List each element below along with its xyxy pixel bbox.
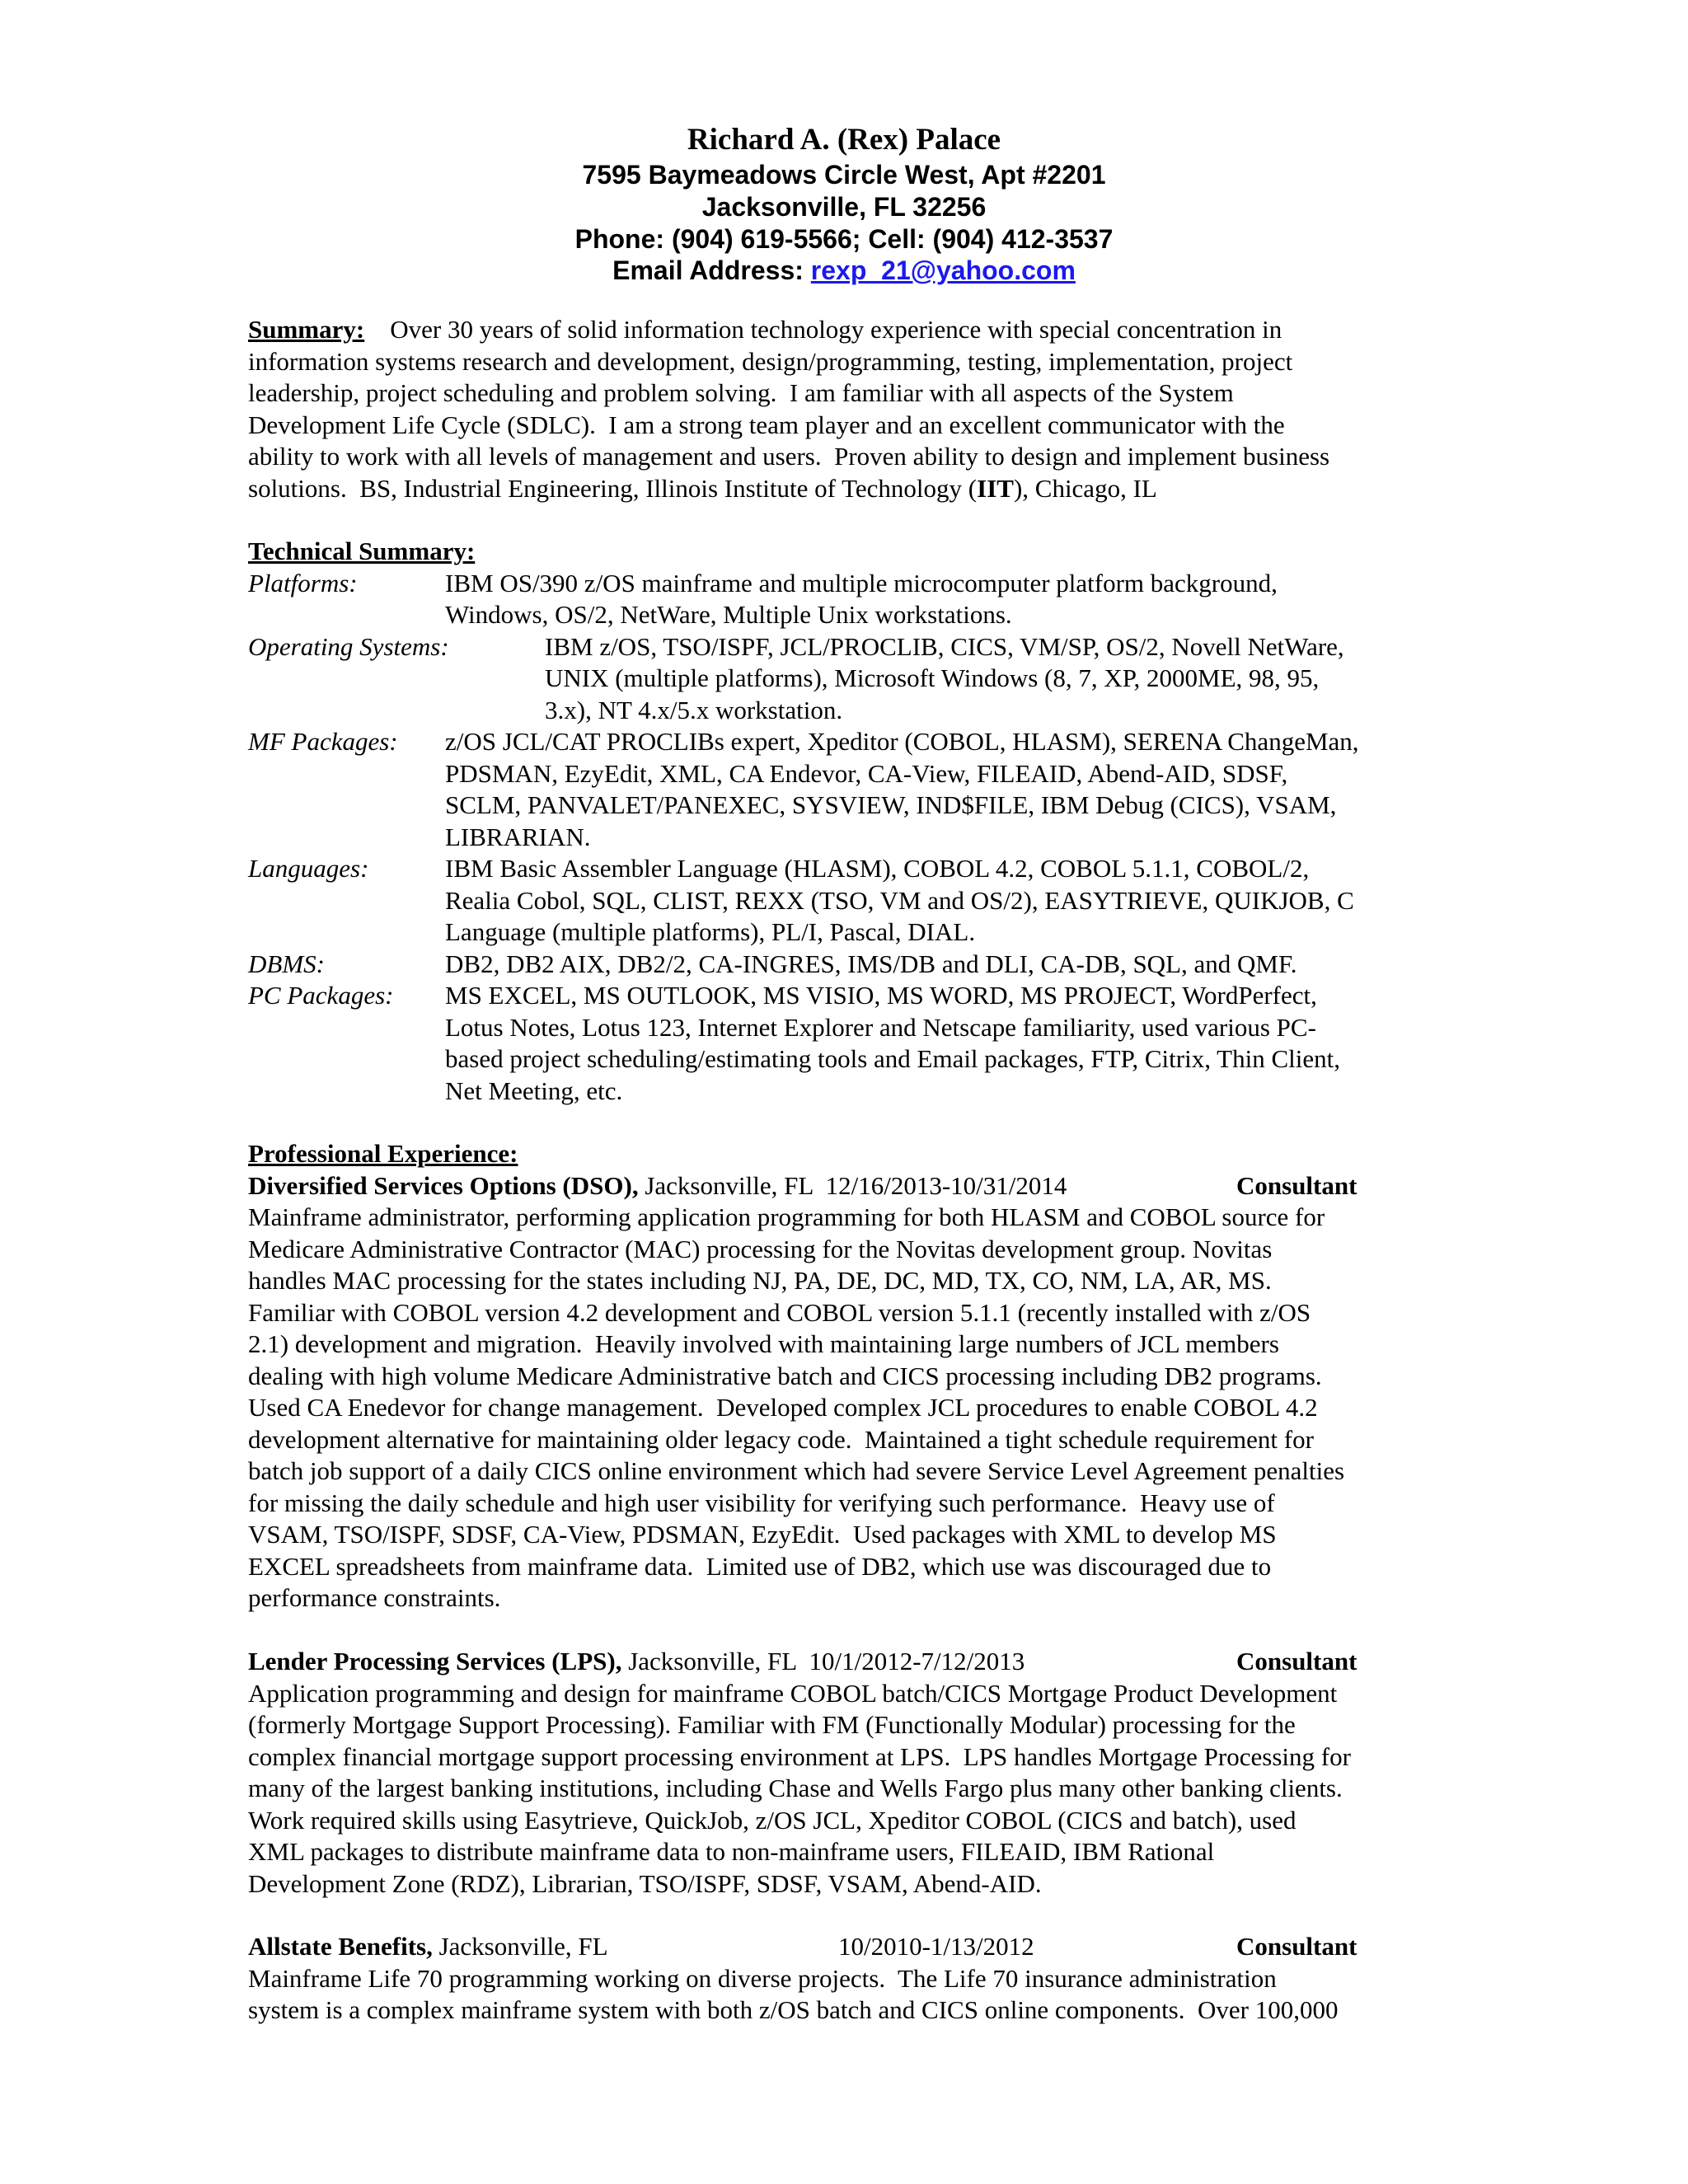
job-header-allstate [248, 1931, 608, 1963]
phone-line: Phone: (904) 619-5566; Cell: (904) 412-3537 [574, 224, 1114, 254]
job-description-line: performance constraints. [248, 1583, 501, 1612]
summary-line-5: ability to work with all levels of management and users. Proven ability to design and implement business [248, 442, 1330, 471]
job-description-line: Development Zone (RDZ), Librarian, TSO/ISPF, SDSF, VSAM, Abend-AID. [248, 1868, 1042, 1898]
pc-packages-line: Net Meeting, etc. [445, 1076, 623, 1105]
company-name: Lender Processing Services (LPS), [248, 1647, 622, 1675]
mf-packages-label: MF Packages: [248, 727, 398, 756]
platforms-line: IBM OS/390 z/OS mainframe and multiple microcomputer platform background, [445, 568, 1278, 598]
job-title: Consultant [1236, 1932, 1357, 1961]
job-description-line: complex financial mortgage support processing environment at LPS. LPS handles Mortgage Processing for [248, 1741, 1351, 1771]
job-dates: 10/1/2012-7/12/2013 [809, 1647, 1025, 1675]
languages-line: Realia Cobol, SQL, CLIST, REXX (TSO, VM and OS/2), EASYTRIEVE, QUIKJOB, C [445, 885, 1354, 915]
job-dates: 12/16/2013-10/31/2014 [825, 1170, 1067, 1200]
dbms-line: DB2, DB2 AIX, DB2/2, CA-INGRES, IMS/DB and DLI, CA-DB, SQL, and QMF. [445, 949, 1297, 978]
job-location: Jacksonville, FL [621, 1647, 796, 1675]
summary-line-1: Summary: Over 30 years of solid information technology experience with special concentration in [248, 315, 1282, 344]
pc-packages-label: PC Packages: [248, 981, 394, 1010]
job-location: Jacksonville, FL [432, 1932, 608, 1961]
mf-packages-line: z/OS JCL/CAT PROCLIBs expert, Xpeditor (COBOL, HLASM), SERENA ChangeMan, [445, 727, 1359, 756]
pc-packages-line: Lotus Notes, Lotus 123, Internet Explorer and Netscape familiarity, used various PC- [445, 1012, 1316, 1042]
mf-packages-line: SCLM, PANVALET/PANEXEC, SYSVIEW, IND$FILE, IBM Debug (CICS), VSAM, [445, 790, 1337, 819]
platforms-line: Windows, OS/2, NetWare, Multiple Unix workstations. [445, 600, 1012, 629]
company-name: Allstate Benefits, [248, 1932, 433, 1961]
mf-packages-line: LIBRARIAN. [445, 822, 591, 851]
resume-name: Richard A. (Rex) Palace [687, 123, 1001, 157]
job-dates: 10/2010-1/13/2012 [838, 1932, 1034, 1961]
job-header-lps [248, 1646, 1025, 1678]
operating-systems-line: UNIX (multiple platforms), Microsoft Windows (8, 7, XP, 2000ME, 98, 95, [545, 663, 1320, 692]
job-description-line: Mainframe Life 70 programming working on diverse projects. The Life 70 insurance administration [248, 1963, 1277, 1993]
mf-packages-line: PDSMAN, EzyEdit, XML, CA Endevor, CA-View, FILEAID, Abend-AID, SDSF, [445, 758, 1288, 788]
address-line-2: Jacksonville, FL 32256 [701, 192, 987, 222]
job-description-line: Work required skills using Easytrieve, QuickJob, z/OS JCL, Xpeditor COBOL (CICS and batch), used [248, 1805, 1296, 1835]
email-label: Email Address: [612, 255, 811, 285]
job-description-line: system is a complex mainframe system with both z/OS batch and CICS online components. Over 100,000 [248, 1995, 1339, 2024]
job-description-line: Medicare Administrative Contractor (MAC) processing for the Novitas development group. Novitas [248, 1234, 1273, 1263]
job-description-line: (formerly Mortgage Support Processing). Familiar with FM (Functionally Modular) processing for the [248, 1710, 1296, 1739]
iit-abbrev: IIT [977, 473, 1014, 503]
job-description-line: VSAM, TSO/ISPF, SDSF, CA-View, PDSMAN, EzyEdit. Used packages with XML to develop MS [248, 1520, 1277, 1549]
email-link[interactable]: rexp_21@yahoo.com [810, 255, 1076, 285]
dbms-label: DBMS: [248, 949, 325, 978]
job-description-line: batch job support of a daily CICS online environment which had severe Service Level Agreement penalties [248, 1456, 1345, 1485]
job-description-line: dealing with high volume Medicare Administrative batch and CICS processing including DB2 programs. [248, 1361, 1322, 1390]
technical-summary-heading: Technical Summary: [248, 537, 476, 565]
email-line [0, 255, 1688, 287]
job-description-line: many of the largest banking institutions, including Chase and Wells Fargo plus many other banking clients. [248, 1774, 1343, 1802]
job-description-line: development alternative for maintaining older legacy code. Maintained a tight schedule requirement for [248, 1424, 1314, 1454]
summary-line-6: solutions. BS, Industrial Engineering, Illinois Institute of Technology (IIT), Chicago, IL [248, 473, 1157, 503]
summary-line-3: leadership, project scheduling and problem solving. I am familiar with all aspects of the System [248, 378, 1234, 407]
job-title: Consultant [1236, 1647, 1357, 1675]
languages-label: Languages: [248, 854, 369, 883]
job-description-line: Used CA Enedevor for change management. Developed complex JCL procedures to enable COBOL 4.2 [248, 1393, 1318, 1422]
address-line-1: 7595 Baymeadows Circle West, Apt #2201 [582, 160, 1106, 190]
job-description-line: Application programming and design for mainframe COBOL batch/CICS Mortgage Product Development [248, 1678, 1338, 1708]
job-location: Jacksonville, FL [638, 1170, 814, 1200]
summary-line-4: Development Life Cycle (SDLC). I am a strong team player and an excellent communicator with the [248, 410, 1285, 439]
operating-systems-line: 3.x), NT 4.x/5.x workstation. [545, 695, 843, 724]
job-description-line: for missing the daily schedule and high user visibility for verifying such performance. Heavy use of [248, 1488, 1275, 1517]
company-name: Diversified Services Options (DSO), [248, 1170, 639, 1200]
pc-packages-line: based project scheduling/estimating tools and Email packages, FTP, Citrix, Thin Client, [445, 1044, 1340, 1073]
operating-systems-label: Operating Systems: [248, 631, 449, 661]
platforms-label: Platforms: [248, 568, 358, 598]
summary-line-2: information systems research and development, design/programming, testing, implementation, project [248, 346, 1293, 376]
languages-line: IBM Basic Assembler Language (HLASM), COBOL 4.2, COBOL 5.1.1, COBOL/2, [445, 854, 1310, 883]
job-description-line: Familiar with COBOL version 4.2 development and COBOL version 5.1.1 (recently installed with z/OS [248, 1297, 1311, 1327]
summary-heading: Summary: [248, 315, 365, 344]
job-description-line: 2.1) development and migration. Heavily involved with maintaining large numbers of JCL members [248, 1329, 1279, 1358]
languages-line: Language (multiple platforms), PL/I, Pascal, DIAL. [445, 917, 976, 946]
job-title: Consultant [1236, 1170, 1357, 1200]
job-description-line: handles MAC processing for the states including NJ, PA, DE, DC, MD, TX, CO, NM, LA, AR, MS. [248, 1266, 1272, 1295]
job-header-dso [248, 1170, 1067, 1202]
job-description-line: XML packages to distribute mainframe data to non-mainframe users, FILEAID, IBM Rational [248, 1837, 1215, 1866]
job-description-line: Mainframe administrator, performing application programming for both HLASM and COBOL source for [248, 1202, 1325, 1231]
pc-packages-line: MS EXCEL, MS OUTLOOK, MS VISIO, MS WORD, MS PROJECT, WordPerfect, [445, 981, 1317, 1010]
experience-heading: Professional Experience: [248, 1139, 518, 1168]
job-description-line: EXCEL spreadsheets from mainframe data. Limited use of DB2, which use was discouraged due to [248, 1551, 1272, 1581]
operating-systems-line: IBM z/OS, TSO/ISPF, JCL/PROCLIB, CICS, VM/SP, OS/2, Novell NetWare, [545, 631, 1344, 661]
